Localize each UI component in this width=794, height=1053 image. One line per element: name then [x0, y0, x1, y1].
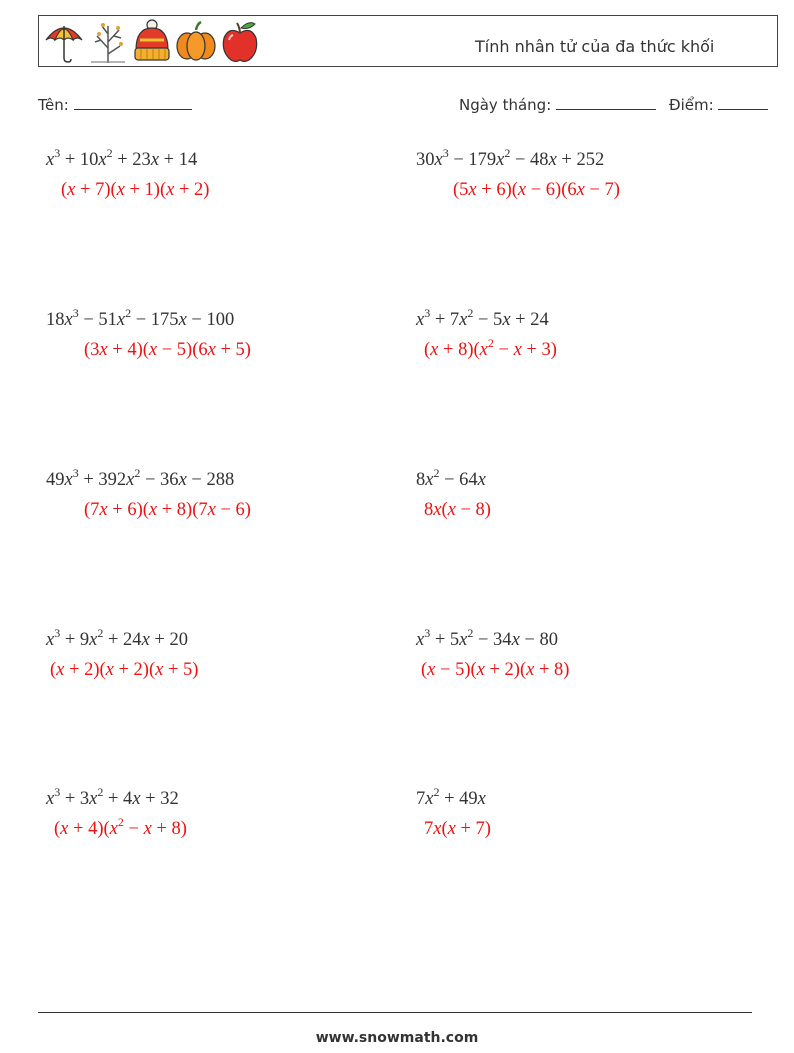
question: $x^3 + 5x^2 - 34x - 80$ — [416, 626, 558, 650]
name-blank — [74, 95, 192, 110]
answer: 7x(x + 7) — [424, 819, 491, 839]
score-field — [669, 95, 768, 114]
worksheet-title: Tính nhân tử của đa thức khối — [475, 37, 715, 56]
name-field — [38, 95, 192, 114]
problem-4 — [416, 306, 557, 361]
question: $8x^2 - 64x$ — [416, 466, 486, 490]
knit-hat-icon — [131, 18, 173, 64]
problem-6 — [416, 466, 491, 521]
answer: $(x + 8)(x^2 - x + 3)$ — [424, 336, 557, 360]
date-blank — [556, 95, 656, 110]
problem-7 — [46, 626, 199, 681]
question: $18x^3 - 51x^2 - 175x - 100$ — [46, 306, 235, 330]
answer: 8x(x − 8) — [424, 500, 491, 520]
question: $x^3 + 10x^2 + 23x + 14$ — [46, 146, 198, 170]
problem-9 — [46, 785, 187, 840]
answer: (x + 2)(x + 2)(x + 5) — [50, 660, 199, 680]
question: $x^3 + 7x^2 - 5x + 24$ — [416, 306, 549, 330]
pumpkin-icon — [175, 18, 217, 64]
umbrella-icon — [43, 18, 85, 64]
header-icons — [43, 18, 261, 64]
problem-3 — [46, 306, 251, 361]
problem-1 — [46, 146, 210, 201]
date-label: Ngày tháng: — [459, 96, 552, 114]
score-blank — [718, 95, 768, 110]
name-label: Tên: — [38, 96, 69, 114]
answer: $(x + 4)(x^2 - x + 8)$ — [54, 815, 187, 839]
answer: (7x + 6)(x + 8)(7x − 6) — [84, 500, 251, 520]
footer-url[interactable]: www.snowmath.com — [315, 1030, 479, 1046]
problem-5 — [46, 466, 251, 521]
question: $49x^3 + 392x^2 - 36x - 288$ — [46, 466, 235, 490]
question: $7x^2 + 49x$ — [416, 785, 486, 809]
footer-rule — [38, 1012, 752, 1013]
date-field — [459, 95, 656, 114]
score-label: Điểm: — [669, 96, 714, 114]
question: $30x^3 - 179x^2 - 48x + 252$ — [416, 146, 605, 170]
question: $x^3 + 3x^2 + 4x + 32$ — [46, 785, 179, 809]
answer: (3x + 4)(x − 5)(6x + 5) — [84, 340, 251, 360]
answer: (5x + 6)(x − 6)(6x − 7) — [453, 180, 620, 200]
problem-10 — [416, 785, 491, 840]
problem-8 — [416, 626, 570, 681]
apple-icon — [219, 18, 261, 64]
answer: (x − 5)(x + 2)(x + 8) — [421, 660, 570, 680]
header-box — [38, 15, 778, 67]
question: $x^3 + 9x^2 + 24x + 20$ — [46, 626, 188, 650]
problem-2 — [416, 146, 620, 201]
answer: (x + 7)(x + 1)(x + 2) — [61, 180, 210, 200]
bare-tree-icon — [87, 18, 129, 64]
